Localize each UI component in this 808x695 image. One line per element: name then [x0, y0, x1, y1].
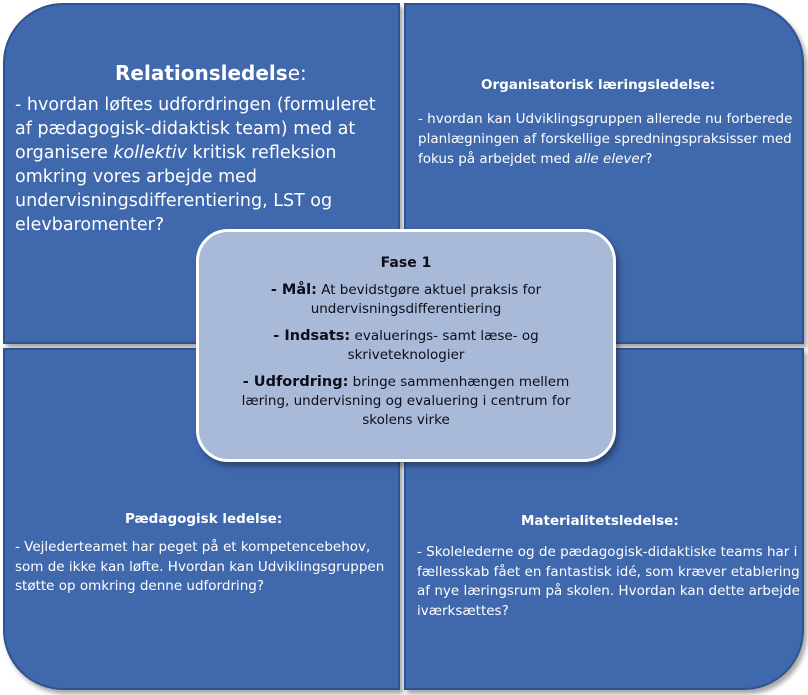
center-item-label: - Udfordring:: [242, 374, 349, 390]
relationsledelse-title-bold: Relationsledels: [115, 61, 288, 85]
center-box-fase-1: [196, 229, 616, 462]
center-title: Fase 1: [380, 255, 432, 271]
center-item-label: - Mål:: [270, 282, 317, 298]
center-item-maal: [217, 281, 595, 319]
relationsledelse-body-text: - hvordan løftes udfordringen (formuleret af pædagogisk-didaktisk team) med at organisere: [15, 95, 376, 163]
paedagogisk-body: - Vejlederteamet har peget på et kompetencebehov, som de ikke kan løfte. Hvordan kan Udviklingsgruppen støtte op omkring denne udfordring?: [15, 539, 385, 594]
organisatorisk-body-text: - hvordan kan Udviklingsgruppen allerede nu forberede planlægningen af forskellige spredningspraksisser med fokus på arbejdet med: [418, 111, 793, 167]
organisatorisk-body-text-end: ?: [645, 151, 653, 167]
paedagogisk-title: Pædagogisk ledelse:: [125, 511, 283, 527]
center-item-text: evaluerings- samt læse- og skriveteknologier: [347, 328, 539, 363]
relationsledelse-body-text-end: kritisk refleksion omkring vores arbejde med undervisningsdifferentiering, LST og elevbaromenter?: [15, 143, 337, 235]
organisatorisk-body: [418, 109, 798, 169]
relationsledelse-body-italic: kollektiv: [113, 143, 187, 163]
relationsledelse-title: [115, 61, 307, 85]
relationsledelse-title-rest: e:: [287, 61, 307, 85]
relationsledelse-body: [15, 93, 395, 237]
materialitet-title: Materialitetsledelse:: [521, 513, 679, 529]
organisatorisk-body-italic: alle elever: [574, 151, 646, 167]
center-item-indsats: [217, 327, 595, 365]
center-item-udfordring: [217, 373, 595, 430]
organisatorisk-title: Organisatorisk læringsledelse:: [481, 77, 716, 93]
center-item-label: - Indsats:: [273, 328, 351, 344]
center-item-text: At bevidstgøre aktuel praksis for undervisningsdifferentiering: [310, 282, 542, 317]
center-item-text: bringe sammenhængen mellem læring, undervisning og evaluering i centrum for skolens virke: [241, 374, 571, 428]
materialitet-body: - Skolelederne og de pædagogisk-didaktiske teams har i fællesskab fået en fantastisk idé, som kræver etablering af nye læringsrum på skolen. Hvordan kan dette arbejde iværksættes?: [417, 544, 800, 619]
